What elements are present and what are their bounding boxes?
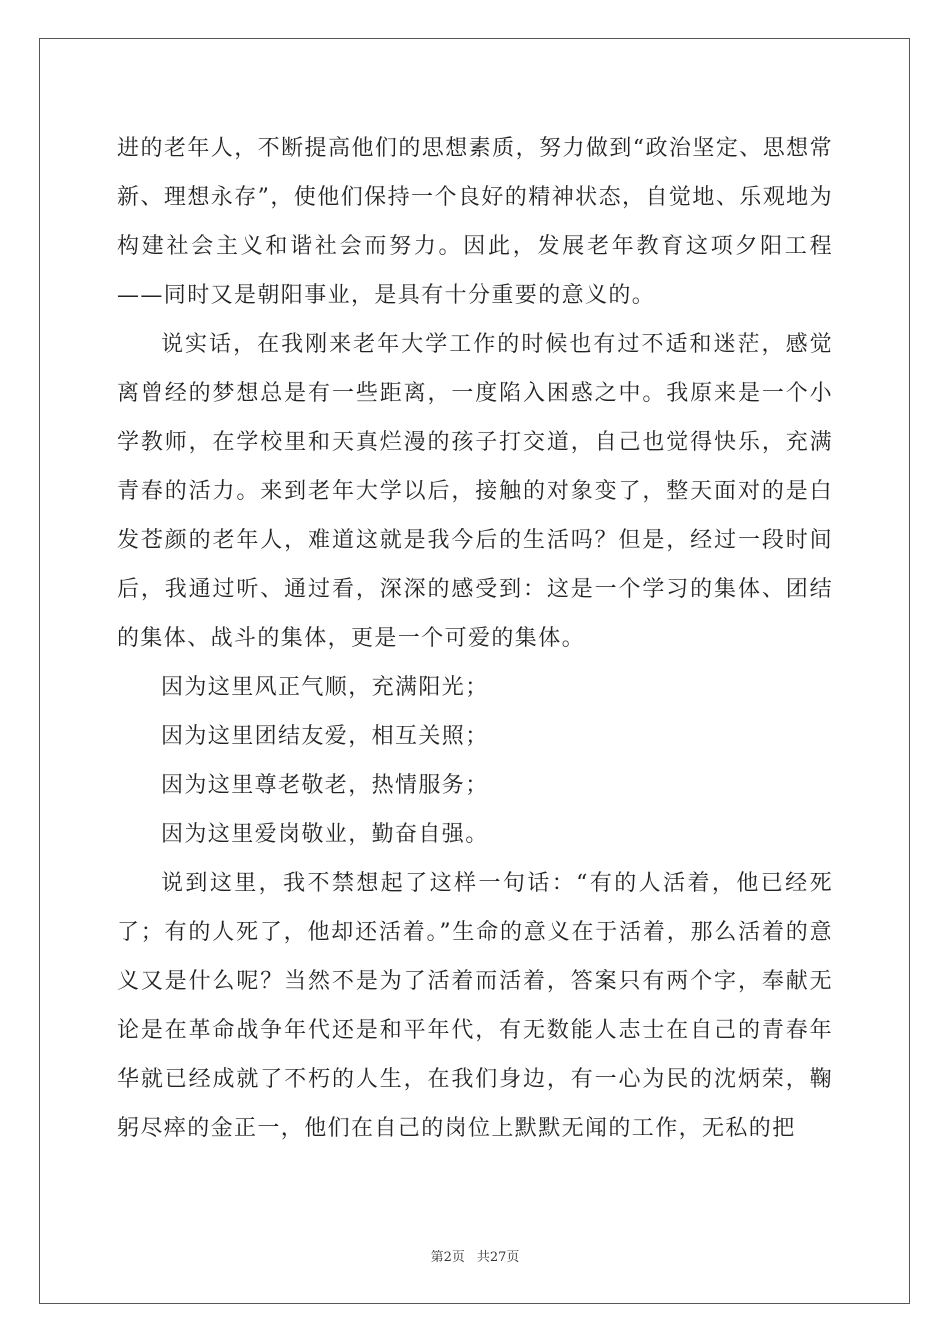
page-total: 共27页 (476, 1250, 520, 1265)
paragraph-1: 进的老年人，不断提高他们的思想素质，努力做到“政治坚定、思想常新、理想永存”，使他们保持一个良好的精神状态，自觉地、乐观地为构建社会主义和谐社会而努力。因此，发展老年教育这项夕阳工程——同时又是朝阳事业，是具有十分重要的意义的。 (117, 136, 833, 308)
document-body (117, 124, 833, 1153)
paragraph-6: 因为这里爱岗敬业，勤奋自强。 (161, 822, 489, 847)
page-number: 第2页 (430, 1250, 465, 1265)
paragraph-4: 因为这里团结友爱，相互关照； (161, 724, 489, 749)
page-footer (0, 1246, 950, 1265)
paragraph-3: 因为这里风正气顺，充满阳光； (161, 675, 489, 700)
paragraph-5: 因为这里尊老敬老，热情服务； (161, 773, 489, 798)
paragraph-2: 说实话，在我刚来老年大学工作的时候也有过不适和迷茫，感觉离曾经的梦想总是有一些距离，一度陷入困惑之中。我原来是一个小学教师，在学校里和天真烂漫的孩子打交道，自己也觉得快乐，充满青春的活力。来到老年大学以后，接触的对象变了，整天面对的是白发苍颜的老年人，难道这就是我今后的生活吗？但是，经过一段时间后，我通过听、通过看，深深的感受到：这是一个学习的集体、团结的集体、战斗的集体，更是一个可爱的集体。 (117, 332, 833, 651)
paragraph-7: 说到这里，我不禁想起了这样一句话：“有的人活着，他已经死了；有的人死了，他却还活着。”生命的意义在于活着，那么活着的意义又是什么呢？当然不是为了活着而活着，答案只有两个字，奉献无论是在革命战争年代还是和平年代，有无数能人志士在自己的青春年华就已经成就了不朽的人生，在我们身边，有一心为民的沈炳荣，鞠躬尽瘁的金正一，他们在自己的岗位上默默无闻的工作，无私的把 (117, 871, 833, 1141)
